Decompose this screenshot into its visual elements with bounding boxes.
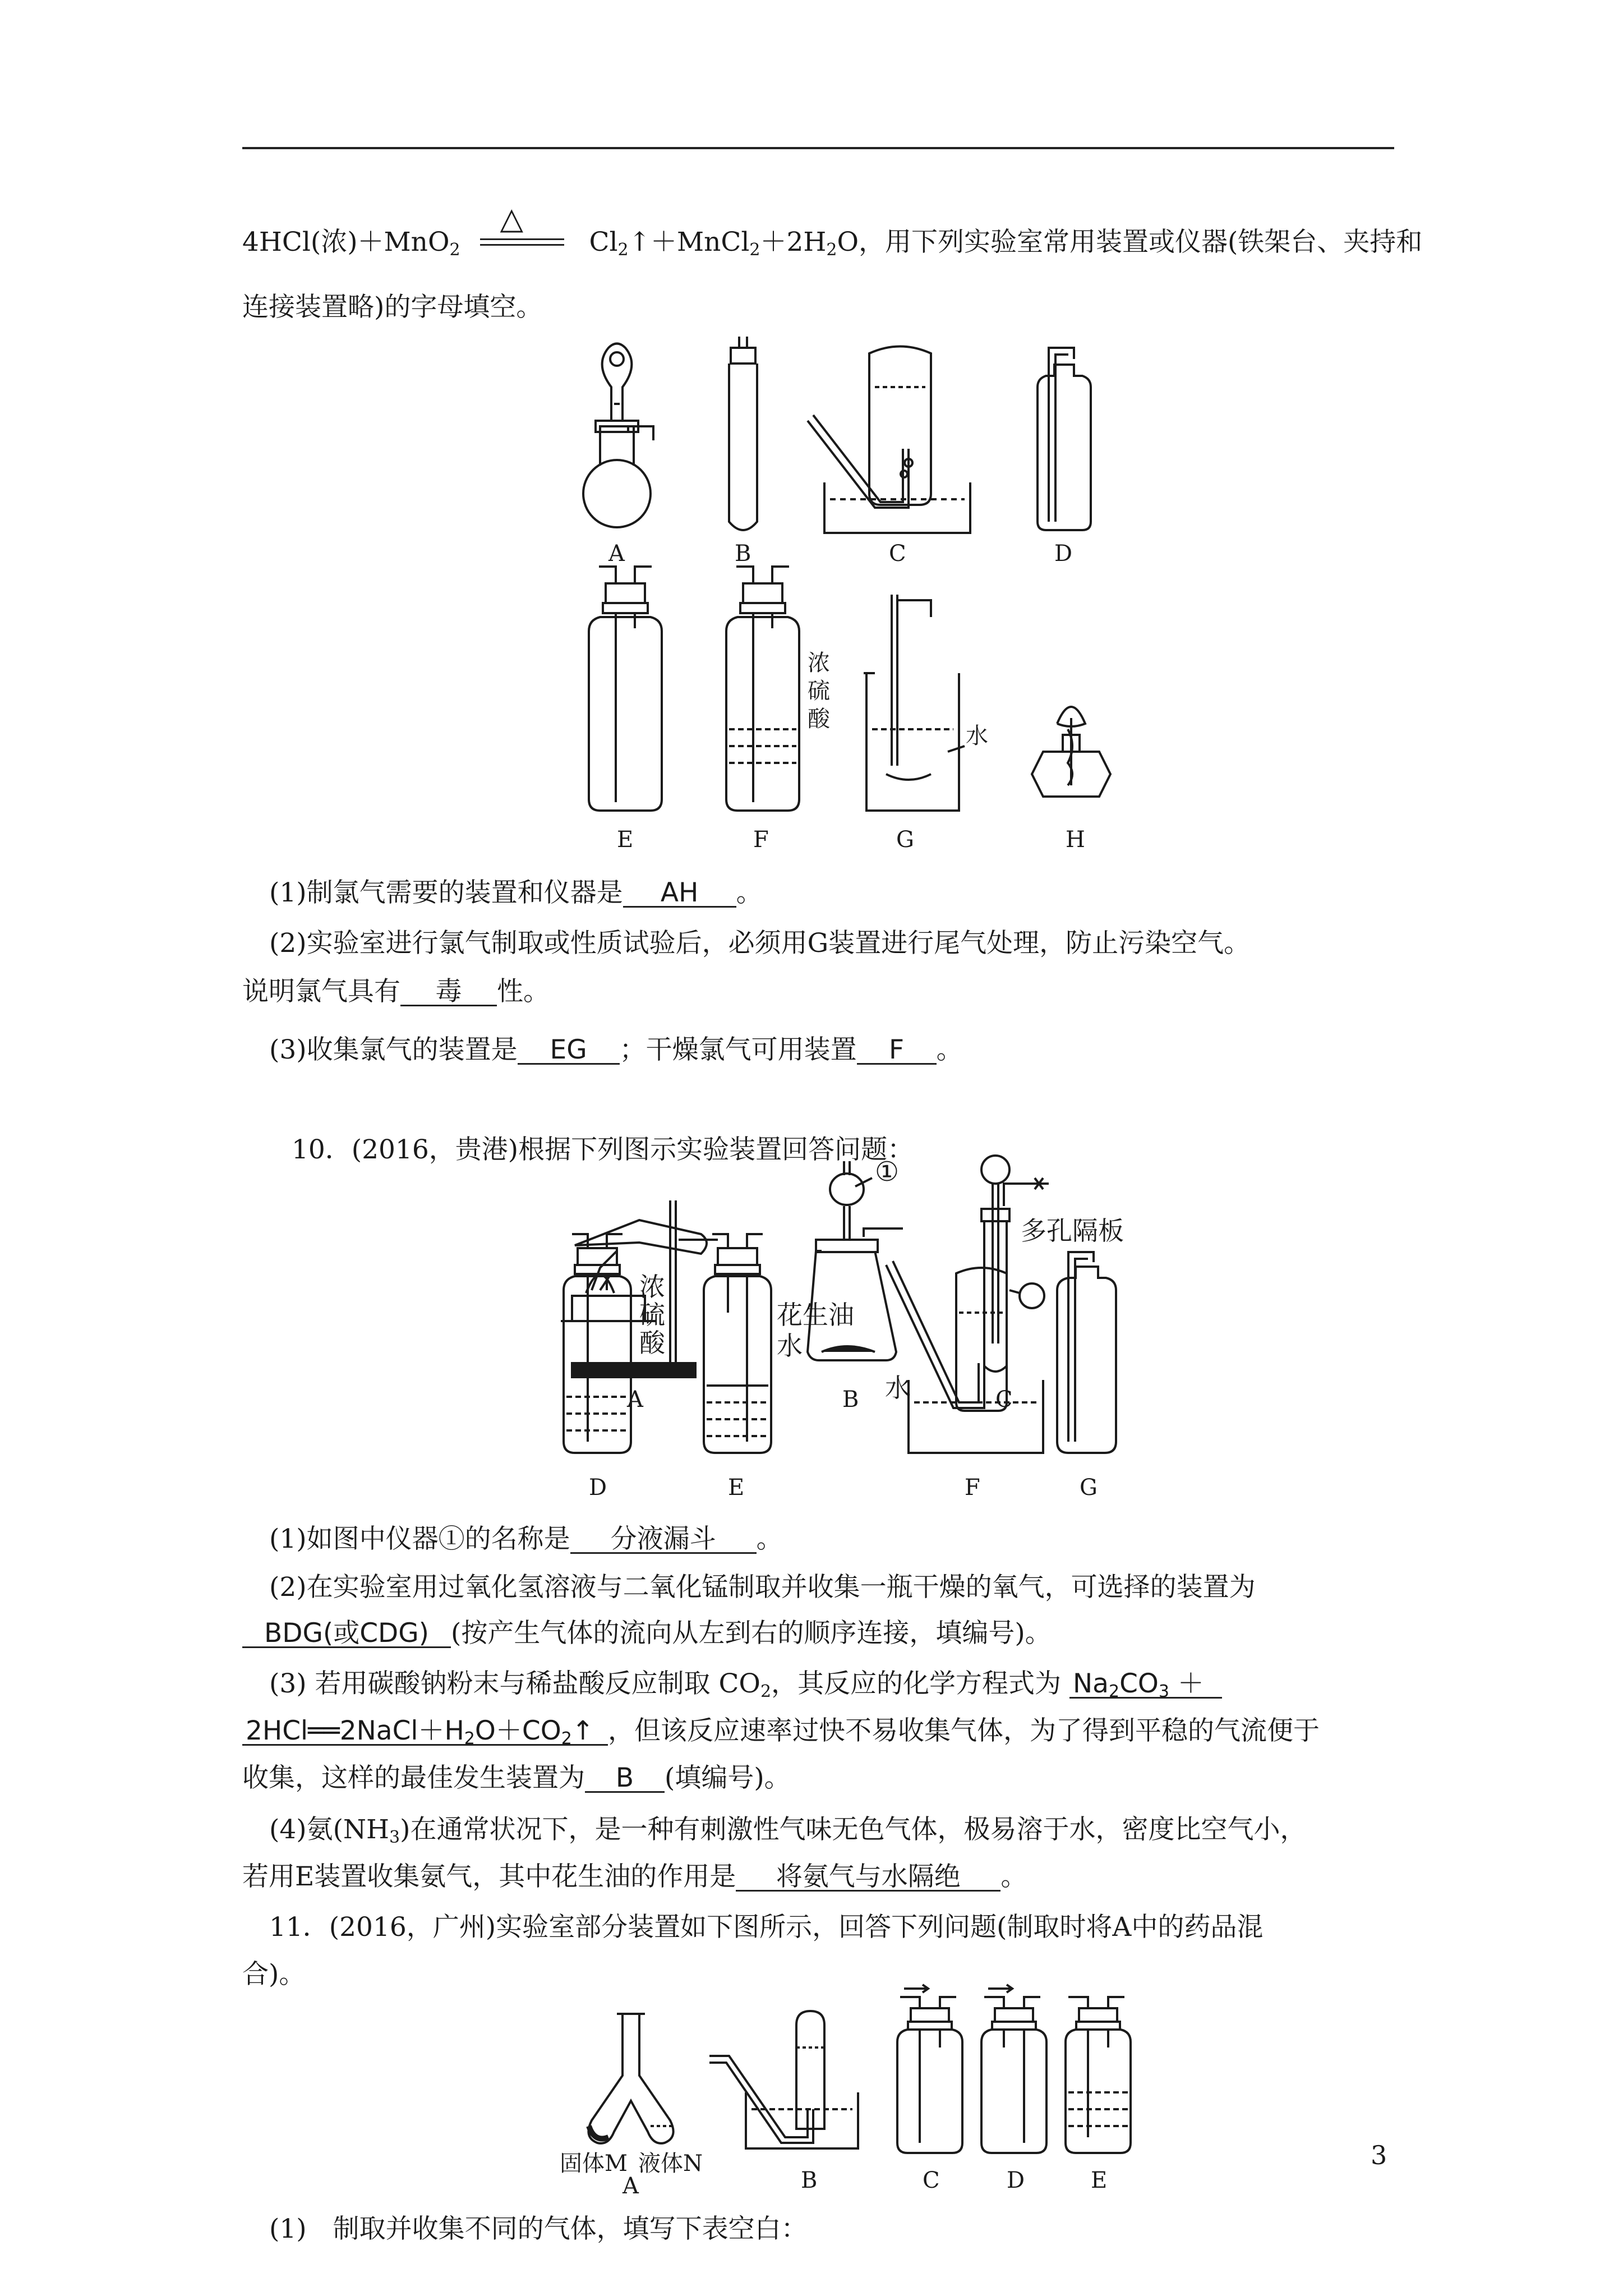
q10-s4: (4)氨$(NH_3)$在通常状况下，是一种有刺激性气味无色气体，极易溶于水，密度比空气小， xyxy=(269,1814,1307,1847)
q10-d-text-2: 硫 xyxy=(639,1300,665,1330)
fig1-label-e: E xyxy=(617,827,634,853)
q10-fig-label-f: F xyxy=(965,1475,980,1501)
fig1-f-text-1: 浓 xyxy=(808,650,830,676)
q10-s1: (1)如图中仪器①的名称是 分液漏斗 。 xyxy=(269,1524,783,1554)
fig1-label-g: G xyxy=(896,827,914,853)
q10-circled-one: ① xyxy=(875,1156,900,1188)
fig1-g-water: 水 xyxy=(966,723,988,749)
fig1-label-a: A xyxy=(608,541,625,567)
q10-answer-4: 将氨气与水隔绝 xyxy=(736,1864,1000,1892)
q10-d-text-1: 浓 xyxy=(639,1272,665,1302)
q10-s2-line2: BDG(或CDG) (按产生气体的流向从左到右的顺序连接，填编号)。 xyxy=(242,1620,1052,1648)
q11-s1: (1) 制取并收集不同的气体，填写下表空白： xyxy=(269,2214,808,2244)
q10-s3-line3: 收集，这样的最佳发生装置为 B (填编号)。 xyxy=(242,1763,791,1793)
intro-line-2: 连接装置略)的字母填空。 xyxy=(242,292,543,323)
q11-apparatus-d xyxy=(981,1985,1046,2153)
fig1-label-c: C xyxy=(889,541,906,567)
intro-equation-line: 4HCl(浓)＋MnO$_2$ △ $Cl_2↑+MnCl_2+2H_2O$，用下列实验室常用装置或仪器(铁架台、夹持和 xyxy=(242,201,1423,260)
q9-s2-line2: 说明氯气具有 毒 性。 xyxy=(242,976,550,1007)
q10-fig-label-d: D xyxy=(589,1475,607,1501)
q9-answer-3b: F xyxy=(857,1037,937,1065)
q11-fig-label-c: C xyxy=(923,2168,940,2193)
q9-s3: (3)收集氯气的装置是 EG ；干燥氯气可用装置 F 。 xyxy=(269,1034,963,1065)
q10-porous-plate: 多孔隔板 xyxy=(1021,1216,1124,1246)
q10-d-text-3: 酸 xyxy=(639,1328,665,1358)
q10-fig-label-c: C xyxy=(995,1387,1013,1412)
q11-title-line2: 合)。 xyxy=(242,1959,306,1990)
q9-answer-1: AH xyxy=(623,880,736,908)
fig1-label-h: H xyxy=(1066,827,1085,853)
q9-answer-2: 毒 xyxy=(400,978,497,1006)
q10-answer-1: 分液漏斗 xyxy=(570,1526,757,1554)
q10-s3: (3) 若用碳酸钠粉末与稀盐酸反应制取 $CO_2$，其反应的化学方程式为 $Na_2CO_3$ ＋ xyxy=(269,1671,1222,1699)
fig1-f-text-3: 酸 xyxy=(808,706,830,732)
q11-fig-label-e: E xyxy=(1091,2168,1108,2193)
q10-f-water: 水 xyxy=(885,1373,911,1403)
q11-apparatus-e xyxy=(1066,1997,1131,2153)
q9-s1: (1)制氯气需要的装置和仪器是 AH 。 xyxy=(269,877,763,908)
q10-answer-2: BDG(或CDG) xyxy=(242,1620,451,1648)
heating-condition: △ xyxy=(500,201,524,236)
q9-s2: (2)实验室进行氯气制取或性质试验后，必须用G装置进行尾气处理，防止污染空气。 xyxy=(269,928,1251,959)
q11-fig-label-a: A xyxy=(623,2173,639,2199)
page-number: 3 xyxy=(1371,2140,1387,2170)
fig1-f-text-2: 硫 xyxy=(808,678,830,704)
q11-apparatus-c xyxy=(897,1985,962,2153)
fig1-label-b: B xyxy=(735,541,751,567)
fig1-label-f: F xyxy=(753,827,769,853)
q10-fig-label-a: A xyxy=(627,1387,643,1412)
q10-title: 10．(2016，贵港)根据下列图示实验装置回答问题： xyxy=(292,1134,914,1165)
q10-answer-3-line2: $2HCl══2NaCl+H_2O+CO_2↑$ xyxy=(242,1718,608,1746)
q10-e-oil: 花生油 xyxy=(777,1300,854,1330)
q10-fig-label-g: G xyxy=(1080,1475,1098,1501)
q10-answer-3-line1: $Na_2CO_3$ ＋ xyxy=(1069,1671,1222,1699)
q10-fig-label-b: B xyxy=(842,1387,859,1412)
q11-liquid-label: 液体N xyxy=(638,2151,703,2177)
q10-fig-label-e: E xyxy=(728,1475,745,1501)
q10-s2: (2)在实验室用过氧化氢溶液与二氧化锰制取并收集一瓶干燥的氧气，可选择的装置为 xyxy=(269,1572,1256,1603)
q11-solid-label: 固体M xyxy=(560,2151,628,2177)
fig1-label-d: D xyxy=(1054,541,1073,567)
q11-apparatus-b xyxy=(709,2011,858,2148)
q10-s3-line2: $2HCl══2NaCl+H_2O+CO_2↑$ ，但该反应速率过快不易收集气体，为了得到平稳的气流便于 xyxy=(242,1718,1320,1746)
q11-title: 11．(2016，广州)实验室部分装置如下图所示，回答下列问题(制取时将A中的药品混 xyxy=(269,1912,1264,1943)
q11-fig-label-d: D xyxy=(1007,2168,1025,2193)
q10-s4-line2: 若用E装置收集氨气，其中花生油的作用是 将氨气与水隔绝 。 xyxy=(242,1861,1027,1892)
q10-answer-3-device: B xyxy=(585,1765,665,1793)
q9-answer-3a: EG xyxy=(518,1037,620,1065)
q10-e-water: 水 xyxy=(777,1331,803,1361)
q11-fig-label-b: B xyxy=(801,2168,818,2193)
q11-apparatus-a xyxy=(588,2014,673,2143)
